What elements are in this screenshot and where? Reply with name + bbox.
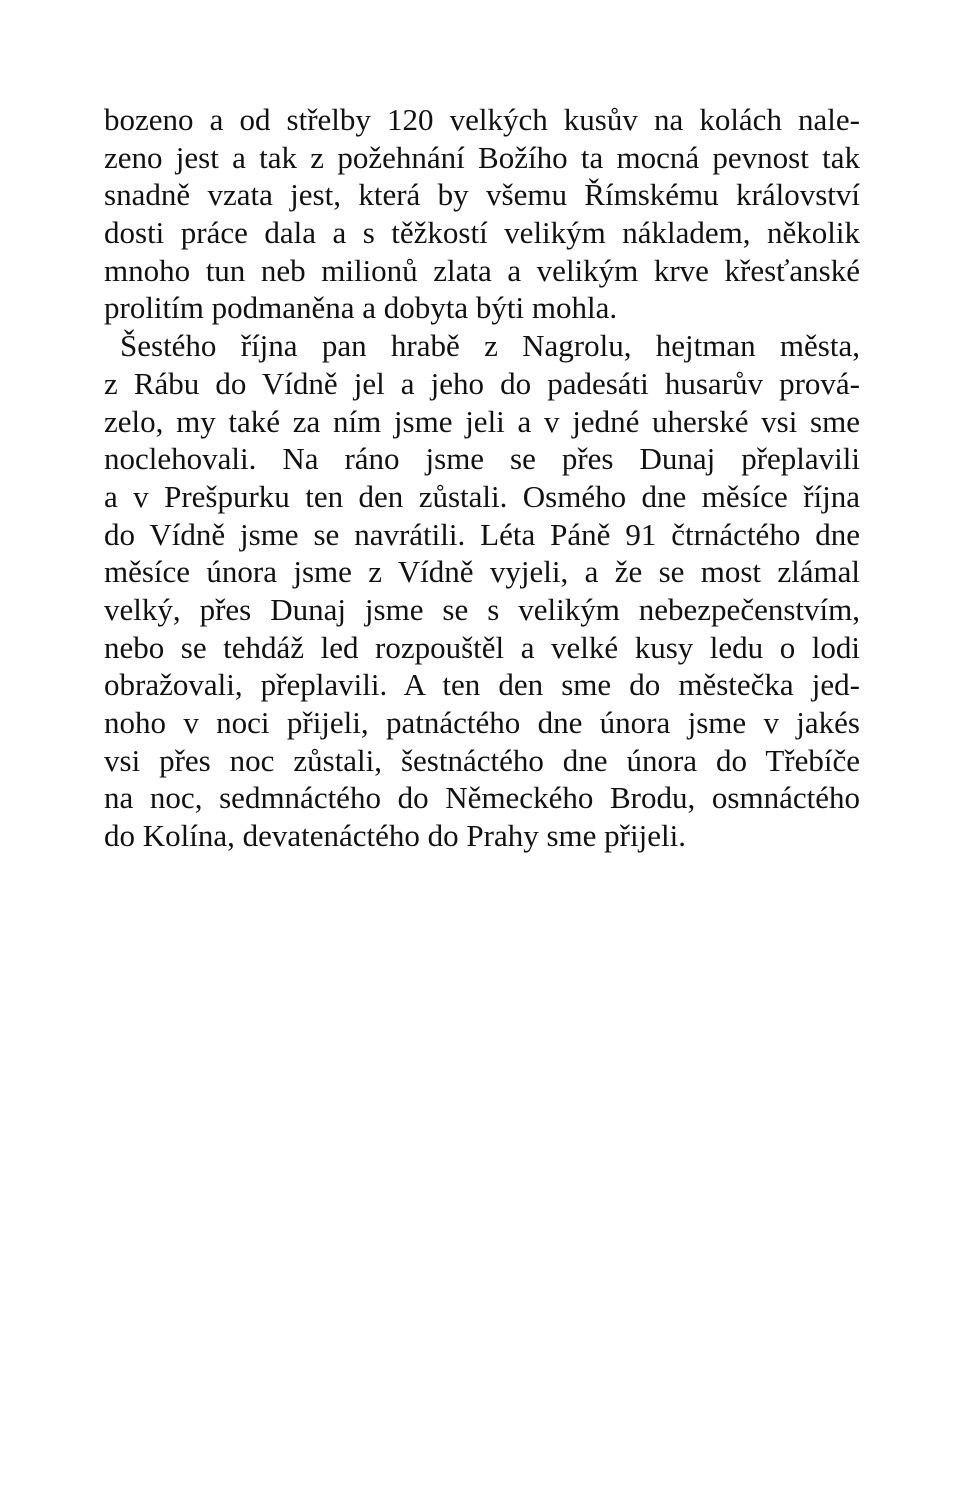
text-line: zelo, my také za ním jsme jeli a v jedné uherské vsi sme — [104, 403, 860, 439]
text-line: nebo se tehdáž led rozpouštěl a velké kusy ledu o lodi — [104, 629, 860, 665]
text-line: do Kolína, devatenáctého do Prahy sme přijeli. — [104, 818, 686, 854]
text-line: prolitím podmaněna a dobyta býti mohla. — [104, 290, 618, 326]
text-line: noclehovali. Na ráno jsme se přes Dunaj přeplavili — [104, 441, 860, 477]
text-line: noho v noci přijeli, patnáctého dne února jsme v jakés — [104, 705, 860, 740]
body-text — [104, 101, 860, 855]
text-line: Šestého října pan hrabě z Nagrolu, hejtman města, — [120, 328, 860, 364]
text-line: vsi přes noc zůstali, šestnáctého dne února do Třebíče — [104, 742, 860, 778]
text-line: zeno jest a tak z požehnání Božího ta mocná pevnost tak — [104, 139, 860, 175]
text-line: a v Prešpurku ten den zůstali. Osmého dne měsíce října — [104, 478, 860, 514]
text-line: obražovali, přeplavili. A ten den sme do městečka jed- — [104, 667, 860, 703]
text-line: z Rábu do Vídně jel a jeho do padesáti husarův prová- — [104, 365, 860, 401]
text-line: měsíce února jsme z Vídně vyjeli, a že se most zlámal — [104, 554, 860, 590]
text-line: mnoho tun neb milionů zlata a velikým krve křesťanské — [104, 252, 860, 288]
text-line: dosti práce dala a s těžkostí velikým nákladem, několik — [104, 215, 860, 251]
text-line: velký, přes Dunaj jsme se s velikým nebezpečenstvím, — [104, 591, 860, 627]
text-line: do Vídně jsme se navrátili. Léta Páně 91 čtrnáctého dne — [104, 516, 860, 552]
text-line: snadně vzata jest, která by všemu Římskému království — [104, 177, 860, 213]
text-line: bozeno a od střelby 120 velkých kusův na kolách nale- — [104, 102, 860, 137]
text-line: na noc, sedmnáctého do Německého Brodu, osmnáctého — [104, 780, 860, 816]
